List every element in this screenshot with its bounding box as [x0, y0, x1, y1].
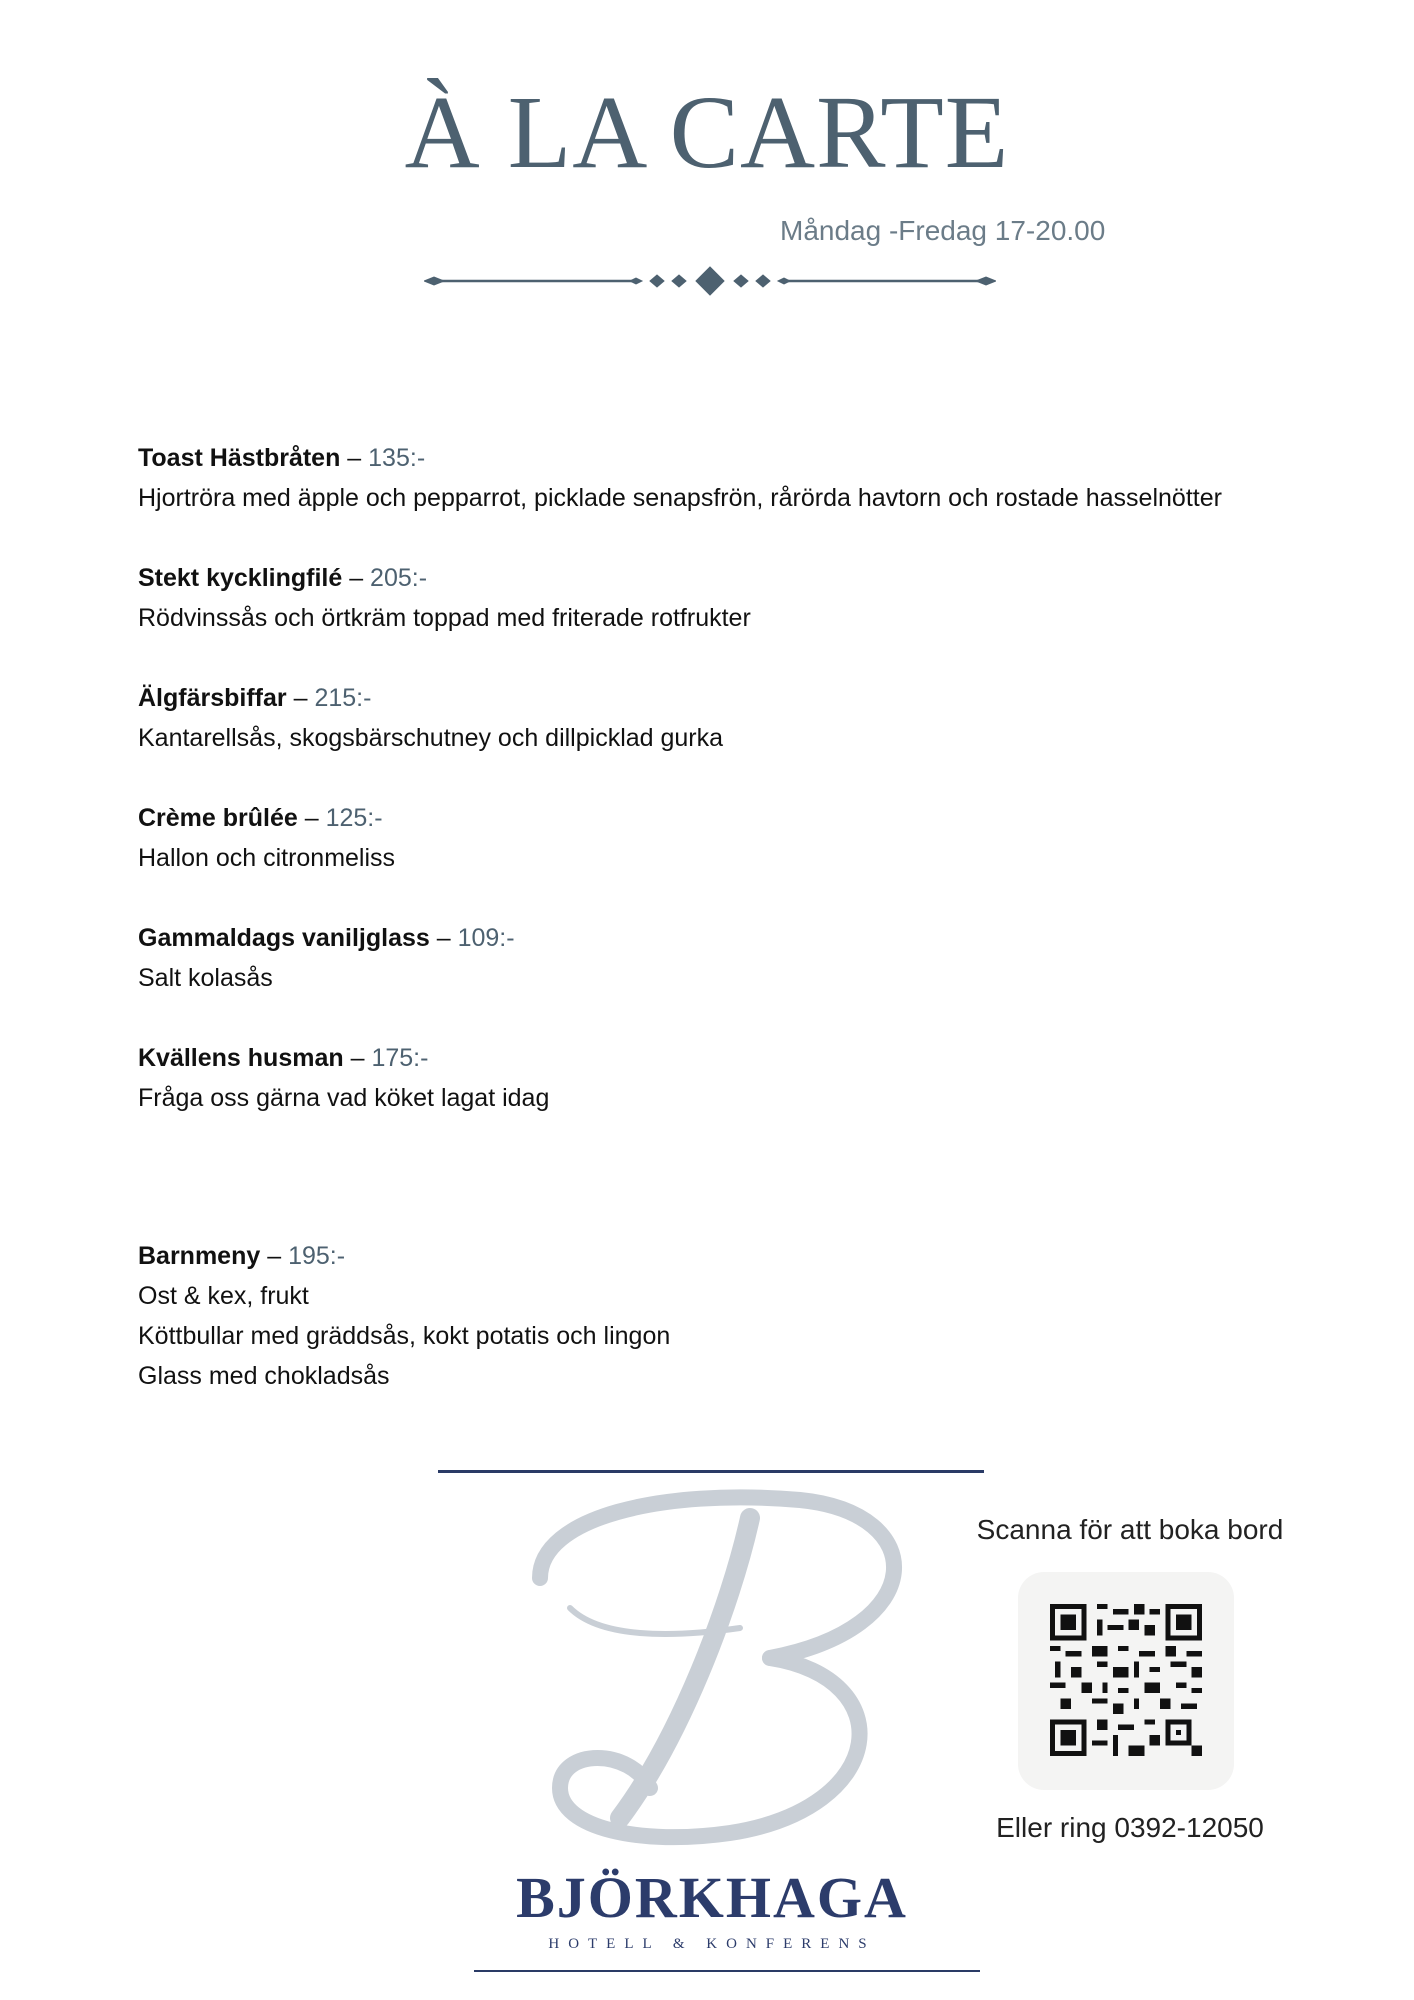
kids-menu-line: Ost & kex, frukt: [138, 1282, 309, 1310]
dish-name: Gammaldags vaniljglass: [138, 924, 430, 952]
dish-name: Stekt kycklingfilé: [138, 564, 343, 592]
dish-description: Kantarellsås, skogsbärschutney och dillpicklad gurka: [138, 724, 724, 752]
dish-price: 109:-: [457, 924, 515, 952]
dish-description: Salt kolasås: [138, 964, 273, 992]
page-title: À LA CARTE: [404, 75, 1010, 190]
dish-description: Fråga oss gärna vad köket lagat idag: [138, 1084, 550, 1112]
phone-booking-text: Eller ring 0392-12050: [996, 1812, 1264, 1843]
dish-price: 125:-: [325, 804, 383, 832]
scan-to-book-text: Scanna för att boka bord: [976, 1514, 1284, 1545]
menu-list: [138, 438, 1338, 1436]
menu-item: Stekt kycklingfilé – 205:- Rödvinssås och örtkräm toppad med friterade rotfrukter: [138, 558, 1338, 638]
dish-name: Kvällens husman: [138, 1044, 344, 1072]
brand-tagline: HOTELL & KONFERENS: [548, 1936, 876, 1952]
logo-bottom-rule: [474, 1970, 980, 1972]
dish-price: 135:-: [368, 444, 426, 472]
b-monogram-logo-icon: [500, 1488, 940, 1858]
dish-name: Toast Hästbråten: [138, 444, 341, 472]
qr-code-icon[interactable]: [1050, 1604, 1202, 1756]
menu-item: Gammaldags vaniljglass – 109:- Salt kolasås: [138, 918, 1338, 998]
menu-item: Crème brûlée – 125:- Hallon och citronmeliss: [138, 798, 1338, 878]
dish-description: Hallon och citronmeliss: [138, 844, 396, 872]
ornament-divider-icon: [424, 266, 996, 296]
dish-price: 175:-: [371, 1044, 429, 1072]
dish-name: Crème brûlée: [138, 804, 298, 832]
dish-price: 215:-: [314, 684, 372, 712]
kids-menu: Barnmeny – 195:- Ost & kex, frukt Köttbullar med gräddsås, kokt potatis och lingon Glass med chokladsås: [138, 1236, 1338, 1396]
kids-menu-name: Barnmeny: [138, 1242, 261, 1270]
menu-item: Älgfärsbiffar – 215:- Kantarellsås, skogsbärschutney och dillpicklad gurka: [138, 678, 1338, 758]
logo-top-rule: [438, 1470, 984, 1473]
kids-menu-line: Glass med chokladsås: [138, 1362, 390, 1390]
kids-menu-line: Köttbullar med gräddsås, kokt potatis och lingon: [138, 1322, 671, 1350]
dish-description: Rödvinssås och örtkräm toppad med friterade rotfrukter: [138, 604, 751, 632]
menu-item: Kvällens husman – 175:- Fråga oss gärna vad köket lagat idag: [138, 1038, 1338, 1118]
dish-description: Hjortröra med äpple och pepparrot, picklade senapsfrön, rårörda havtorn och rostade hasselnötter: [138, 484, 1222, 512]
opening-hours: Måndag -Fredag 17-20.00: [780, 215, 1106, 246]
brand-name: BJÖRKHAGA: [516, 1865, 908, 1930]
kids-menu-price: 195:-: [288, 1242, 346, 1270]
dish-price: 205:-: [370, 564, 428, 592]
dish-name: Älgfärsbiffar: [138, 684, 287, 712]
menu-item: Toast Hästbråten – 135:- Hjortröra med äpple och pepparrot, picklade senapsfrön, rårörda havtorn och rostade hasselnötter: [138, 438, 1338, 518]
